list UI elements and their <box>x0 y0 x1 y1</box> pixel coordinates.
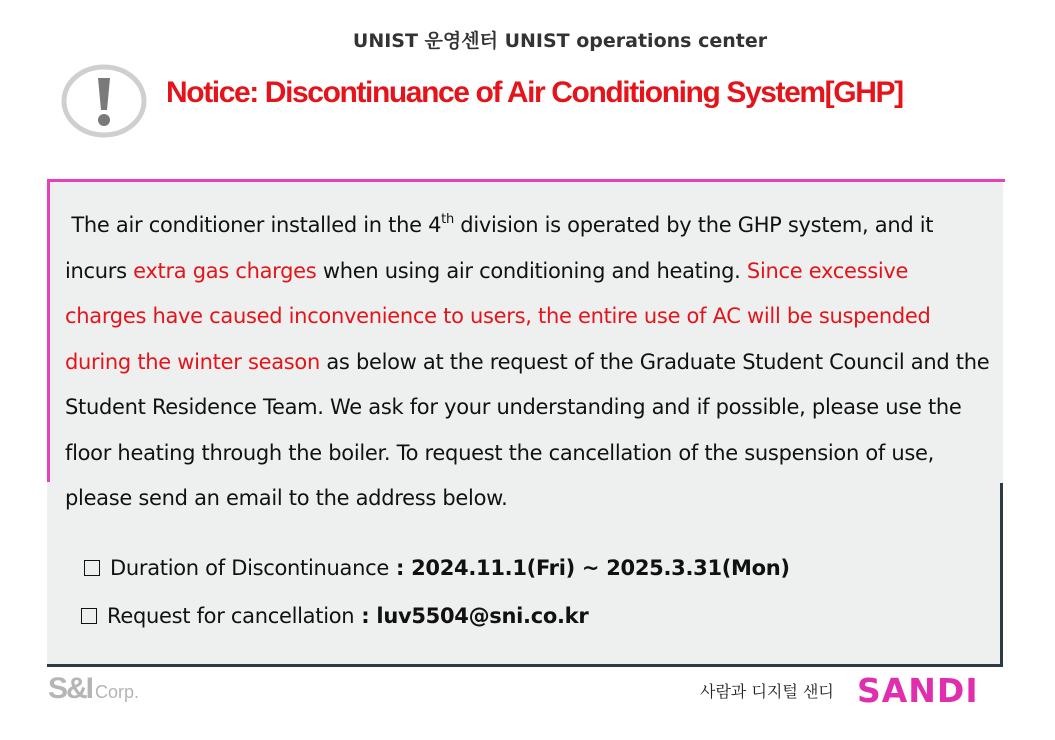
notice-body <box>65 203 995 522</box>
body-text-part-3: when using air conditioning and heating. <box>316 258 747 283</box>
si-corp-logo <box>48 672 139 706</box>
extra-gas-charges-highlight: extra gas charges <box>133 258 317 283</box>
box-border-top <box>47 179 1005 182</box>
warning-exclamation-icon <box>61 64 147 138</box>
body-text-part-1: The air conditioner installed in the 4 <box>71 213 442 237</box>
checkbox-bullet-icon <box>84 560 100 576</box>
duration-separator: : <box>388 556 412 580</box>
body-text-part-2: division is operated by the GHP system, and it incurs <box>65 213 934 283</box>
suspension-highlight: Since excessive charges have caused inconvenience to users, the entire use of AC will be suspended during the winter season <box>65 258 931 374</box>
box-border-left <box>47 179 50 482</box>
checkbox-bullet-icon <box>81 608 97 624</box>
body-text-part-4: as below at the request of the Graduate Student Council and the Student Residence Team. We ask for your understanding and if possible, please use the floor heating through the boiler. To request the cancellation of the suspension of use, please send an email to the address below. <box>65 349 990 510</box>
box-border-bottom <box>47 664 1003 667</box>
notice-title: Notice: Discontinuance of Air Conditioning System[GHP] <box>166 76 903 109</box>
cancellation-separator: : <box>354 604 377 628</box>
si-logo-text: S&I <box>48 672 93 705</box>
sandi-logo: SANDI <box>857 671 979 710</box>
cancellation-item <box>81 604 588 628</box>
si-logo-corp: Corp. <box>95 682 140 702</box>
ordinal-suffix: th <box>441 212 454 227</box>
box-border-right <box>1000 483 1003 667</box>
sandi-tagline: 사람과 디지털 샌디 <box>700 682 834 701</box>
operations-center-header: UNIST 운영센터 UNIST operations center <box>352 30 768 52</box>
duration-value: 2024.11.1(Fri) ~ 2025.3.31(Mon) <box>411 556 790 580</box>
duration-item <box>84 556 790 580</box>
cancellation-label: Request for cancellation <box>107 604 355 628</box>
duration-label: Duration of Discontinuance <box>110 556 389 580</box>
cancellation-email[interactable]: luv5504@sni.co.kr <box>376 604 589 628</box>
